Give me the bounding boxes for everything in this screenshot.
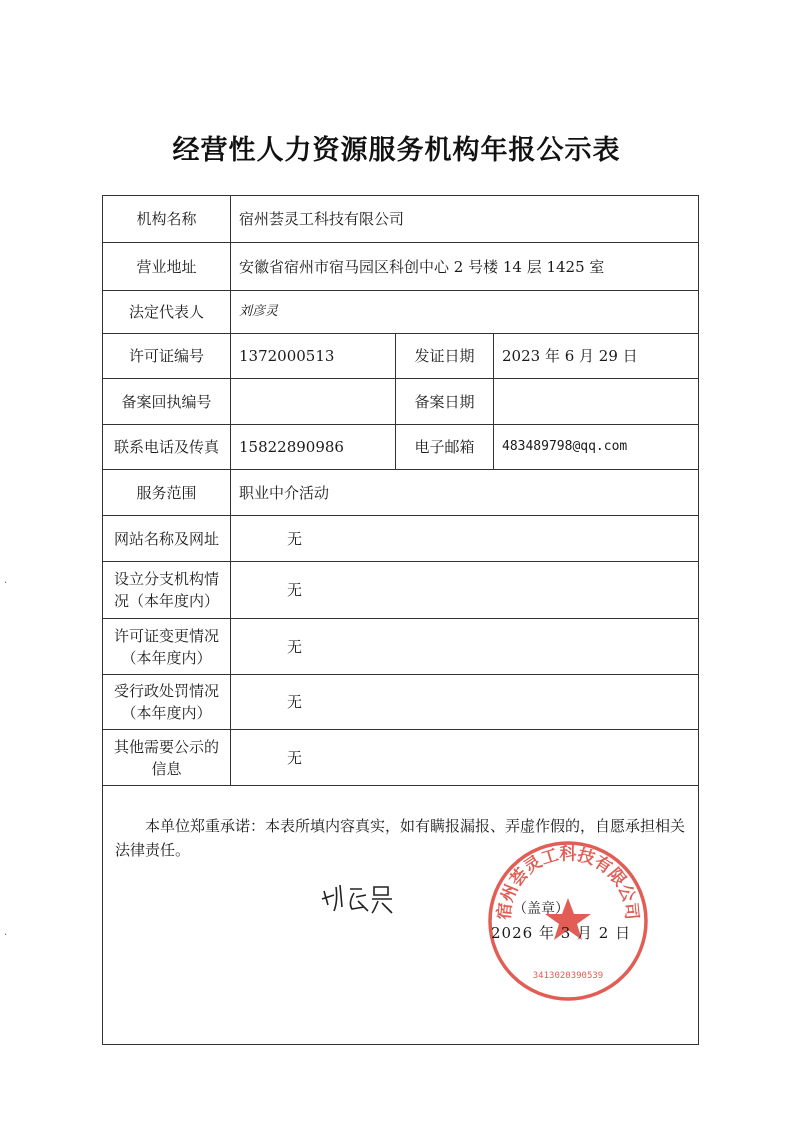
row-filing [103, 379, 698, 425]
margin-mark: · [4, 930, 8, 941]
email-label: 电子邮箱 [396, 425, 494, 469]
penalty-value: 无 [287, 693, 303, 711]
penalty-label: 受行政处罚情况（本年度内） [103, 675, 231, 729]
license-value: 1372000513 [231, 334, 396, 378]
signing-date: 2026 年 3 月 2 日 [491, 924, 632, 942]
other-label: 其他需要公示的信息 [103, 730, 231, 785]
email-value: 483489798@qq.com [502, 439, 628, 454]
seal-label: （盖章） [513, 901, 569, 917]
row-address [103, 243, 698, 291]
pledge-section [103, 786, 698, 1044]
row-org-name [103, 196, 698, 243]
filing-value [231, 379, 396, 424]
contact-label: 联系电话及传真 [103, 425, 231, 469]
row-other [103, 730, 698, 786]
license-change-value: 无 [287, 637, 303, 656]
address-value: 安徽省宿州市宿马园区科创中心 2 号楼 14 层 1425 室 [239, 257, 605, 276]
website-value: 无 [287, 529, 303, 548]
website-label: 网站名称及网址 [103, 516, 231, 561]
row-contact [103, 425, 698, 470]
branch-label: 设立分支机构情况（本年度内） [103, 562, 231, 618]
issue-date-label: 发证日期 [396, 334, 494, 378]
filing-date-label: 备案日期 [396, 379, 494, 424]
margin-mark: · [4, 578, 8, 589]
signature-handwritten [318, 881, 398, 915]
page-title: 经营性人力资源服务机构年报公示表 [172, 135, 621, 166]
svg-text:宿州荟灵工科技有限公司: 宿州荟灵工科技有限公司 [494, 844, 642, 921]
license-change-label: 许可证变更情况（本年度内） [103, 619, 231, 674]
org-name-value: 宿州荟灵工科技有限公司 [239, 210, 405, 228]
filing-date-value [494, 379, 698, 424]
row-scope [103, 470, 698, 516]
org-name-label: 机构名称 [103, 196, 231, 242]
branch-value: 无 [287, 581, 303, 599]
address-label: 营业地址 [103, 243, 231, 290]
legal-rep-label: 法定代表人 [103, 291, 231, 333]
other-value: 无 [287, 748, 303, 767]
report-table [102, 195, 699, 1045]
scope-label: 服务范围 [103, 470, 231, 515]
legal-rep-value: 刘彦灵 [239, 304, 279, 319]
row-legal-rep [103, 291, 698, 334]
svg-text:3413020390539: 3413020390539 [532, 971, 604, 981]
row-branch [103, 562, 698, 619]
row-website [103, 516, 698, 562]
row-penalty [103, 675, 698, 730]
contact-value: 15822890986 [231, 425, 396, 469]
company-seal-stamp [483, 836, 653, 1006]
row-license-change [103, 619, 698, 675]
row-license [103, 334, 698, 379]
pledge-text: 本单位郑重承诺：本表所填内容真实，如有瞒报漏报、弄虚作假的，自愿承担相关法律责任。 [115, 817, 686, 859]
license-label: 许可证编号 [103, 334, 231, 378]
issue-date-value: 2023 年 6 月 29 日 [502, 347, 638, 365]
filing-label: 备案回执编号 [103, 379, 231, 424]
scope-value: 职业中介活动 [239, 483, 330, 502]
